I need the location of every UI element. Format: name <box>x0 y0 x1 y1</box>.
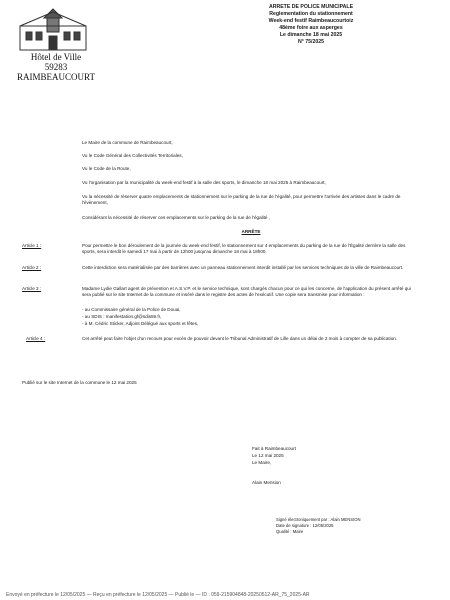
done-at: Fait à Raimbeaucourt <box>252 446 296 451</box>
article-3-bullet: - au Commissaire général de la Police de Douai, <box>82 307 181 312</box>
article-4-text: Cet arrêté peut faire l'objet d'un recours pour excès de pouvoir devant le Tribunal Administratif de Lille dans un délai de 2 mois à compter de sa publication. <box>82 336 398 341</box>
esign-date: Date de signature : 12/05/2025 <box>276 523 334 528</box>
town-hall-logo <box>14 4 92 52</box>
vu-necessite: Vu la nécessité de réserver quatre emplacements de stationnement sur le parking de la rue de l'égalité, pour permettre l'arrivée des artistes dans le cadre de l'évènement, <box>82 194 401 206</box>
title-line: N° 75/2025 <box>297 39 324 45</box>
article-4-label: Article 4 : <box>26 336 46 341</box>
article-2-label: Article 2 : <box>22 265 42 270</box>
intro: Le Maire de la commune de Raimbeaucourt, <box>82 140 173 145</box>
mayor-role: Le Maire, <box>252 460 272 465</box>
article-3-bullet: - au SDIS : manifestation.gf@sdis59.fr, <box>82 314 162 319</box>
title-line: ARRETE DE POLICE MUNICIPALE <box>268 4 354 10</box>
article-2-text: Cette interdiction sera matérialisée par des barrières avec un panneau stationnement interdit installé par les services techniques de la ville de Raimbeaucourt. <box>82 265 404 270</box>
mayor-name: Alain Mension <box>252 480 281 485</box>
article-3-bullet: - à M. Cédric Sticker, Adjoint Délégué aux sports et fêtes, <box>82 321 199 326</box>
title-line: Reglementation du stationnement <box>269 11 353 17</box>
arrete-heading: ARRÊTE <box>241 229 261 234</box>
considerant: Considérant la nécessité de réserver ces emplacements sur le parking de la rue de l'égalité , <box>82 215 271 220</box>
article-3-text: Madame Lydie Gallart agent de prévention et A.S.V.P. et le service technique, sont chargés chacun pour ce qui les concerne, de l'application du présent arrêté qui sera publié sur le site Internet de la commune et inséré dans le registre des actes de l'exécutif. Une copie sera transmise pour information : <box>82 286 411 298</box>
city-postcode: 59283 RAIMBEAUCOURT <box>17 62 95 82</box>
signature-date: Le 12 mai 2025 <box>252 453 284 458</box>
vu-code-route: Vu le Code de la Route, <box>82 166 131 171</box>
title-line: Le dimanche 18 mai 2025 <box>279 32 343 38</box>
vu-cgct: Vu le Code Général des Collectivités Territoriales, <box>82 153 183 158</box>
city-name: Hôtel de Ville <box>30 52 82 62</box>
article-3-label: Article 3 : <box>22 286 42 291</box>
article-1-label: Article 1 : <box>22 243 42 248</box>
esign-by: Signé électroniquement par : Alain MENSION <box>276 517 361 522</box>
article-1-text: Pour permettre le bon déroulement de la journée du week-end festif, le stationnement sur 4 emplacements du parking de la rue de l'Égalité derrière la salle des sports, sera interdit le samedi 17 mai à partir de 12h00 jusqu'au dimanche 18 mai à 18h00. <box>82 243 406 255</box>
vu-organisation: Vu l'organisation par la municipalité du week-end festif à la salle des sports, le dimanche 18 mai 2025 à Raimbeaucourt, <box>82 180 326 185</box>
arrete-title-block <box>236 4 386 46</box>
title-line: Week-end festif Raimbeaucourtoiz <box>268 18 354 24</box>
publication-notice: Publié sur le site Internet de la commune le 12 mai 2025 <box>22 380 137 385</box>
title-line: 48ème foire aux asperges <box>279 25 343 31</box>
prefecture-footer: Envoyé en préfecture le 12/05/2025 — Reçu en préfecture le 12/05/2025 — Publié le — ID : 059-215904848-20250512-AR_75_2025-AR <box>6 592 310 598</box>
esign-quality: Qualité : Maire <box>276 529 304 534</box>
